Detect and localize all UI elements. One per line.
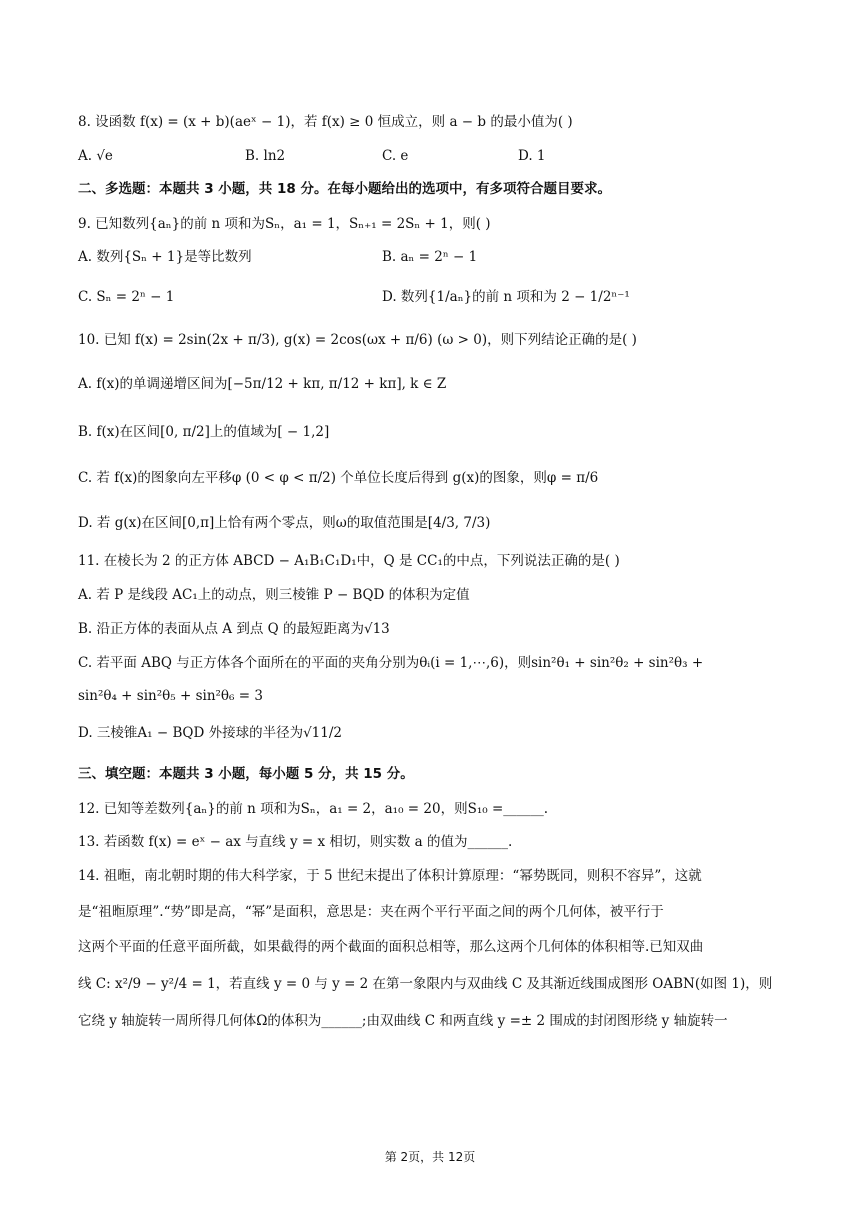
- question-11-stem: 11. 在棱长为 2 的正方体 ABCD − A₁B₁C₁D₁中，Q 是 CC₁的中点，下列说法正确的是( ): [78, 553, 620, 569]
- q8-option-a: A. √e: [78, 148, 113, 164]
- question-8-stem: 8. 设函数 f(x) = (x + b)(aeˣ − 1)，若 f(x) ≥ 0 恒成立，则 a − b 的最小值为( ): [78, 114, 573, 130]
- question-10-stem: 10. 已知 f(x) = 2sin(2x + π/3), g(x) = 2cos(ωx + π/6) (ω > 0)，则下列结论正确的是( ): [78, 332, 637, 348]
- question-12: 12. 已知等差数列{aₙ}的前 n 项和为Sₙ，a₁ = 2，a₁₀ = 20，则S₁₀ =______.: [78, 801, 549, 817]
- q11-option-d: D. 三棱锥A₁ − BQD 外接球的半径为√11/2: [78, 725, 343, 741]
- question-14-line-1: 14. 祖暅，南北朝时期的伟大科学家，于 5 世纪末提出了体积计算原理：“幂势既同，则积不容异”，这就: [78, 868, 702, 884]
- question-14-line-3: 这两个平面的任意平面所截，如果截得的两个截面的面积总相等，那么这两个几何体的体积相等.已知双曲: [78, 939, 704, 955]
- q8-option-b: B. ln2: [245, 148, 286, 164]
- q11-option-a: A. 若 P 是线段 AC₁上的动点，则三棱锥 P − BQD 的体积为定值: [78, 587, 470, 603]
- q9-option-d: D. 数列{1/aₙ}的前 n 项和为 2 − 1/2ⁿ⁻¹: [382, 289, 630, 305]
- q11-option-c: C. 若平面 ABQ 与正方体各个面所在的平面的夹角分别为θᵢ(i = 1,⋯,6)，则sin²θ₁ + sin²θ₂ + sin²θ₃ +: [78, 655, 704, 671]
- q11-option-b: B. 沿正方体的表面从点 A 到点 Q 的最短距离为√13: [78, 621, 390, 637]
- question-13: 13. 若函数 f(x) = eˣ − ax 与直线 y = x 相切，则实数 a 的值为______.: [78, 834, 513, 850]
- question-14-line-2: 是“祖暅原理”.“势”即是高，“幂”是面积，意思是：夹在两个平行平面之间的两个几何体，被平行于: [78, 904, 664, 920]
- q9-option-c: C. Sₙ = 2ⁿ − 1: [78, 289, 175, 305]
- q8-option-d: D. 1: [518, 148, 546, 164]
- q10-option-a: A. f(x)的单调递增区间为[−5π/12 + kπ, π/12 + kπ], k ∈ Z: [78, 376, 447, 392]
- q8-option-c: C. e: [382, 148, 409, 164]
- section-3-heading: 三、填空题：本题共 3 小题，每小题 5 分，共 15 分。: [78, 766, 414, 782]
- q10-option-d: D. 若 g(x)在区间[0,π]上恰有两个零点，则ω的取值范围是[4/3, 7/3): [78, 515, 491, 531]
- q10-option-b: B. f(x)在区间[0, π/2]上的值域为[ − 1,2]: [78, 424, 330, 440]
- question-14-line-4: 线 C: x²/9 − y²/4 = 1，若直线 y = 0 与 y = 2 在第一象限内与双曲线 C 及其渐近线围成图形 OABN(如图 1)，则: [78, 976, 773, 992]
- q9-option-b: B. aₙ = 2ⁿ − 1: [382, 249, 478, 265]
- q10-option-c: C. 若 f(x)的图象向左平移φ (0 < φ < π/2) 个单位长度后得到 g(x)的图象，则φ = π/6: [78, 470, 599, 486]
- question-14-line-5: 它绕 y 轴旋转一周所得几何体Ω的体积为______;由双曲线 C 和两直线 y =± 2 围成的封闭图形绕 y 轴旋转一: [78, 1013, 728, 1029]
- page-footer: 第 2页，共 12页: [384, 1150, 476, 1164]
- q9-option-a: A. 数列{Sₙ + 1}是等比数列: [78, 249, 252, 265]
- q11-option-c-continued: sin²θ₄ + sin²θ₅ + sin²θ₆ = 3: [78, 688, 263, 704]
- section-2-heading: 二、多选题：本题共 3 小题，共 18 分。在每小题给出的选项中，有多项符合题目要求。: [78, 181, 611, 197]
- question-9-stem: 9. 已知数列{aₙ}的前 n 项和为Sₙ，a₁ = 1，Sₙ₊₁ = 2Sₙ + 1，则( ): [78, 216, 491, 232]
